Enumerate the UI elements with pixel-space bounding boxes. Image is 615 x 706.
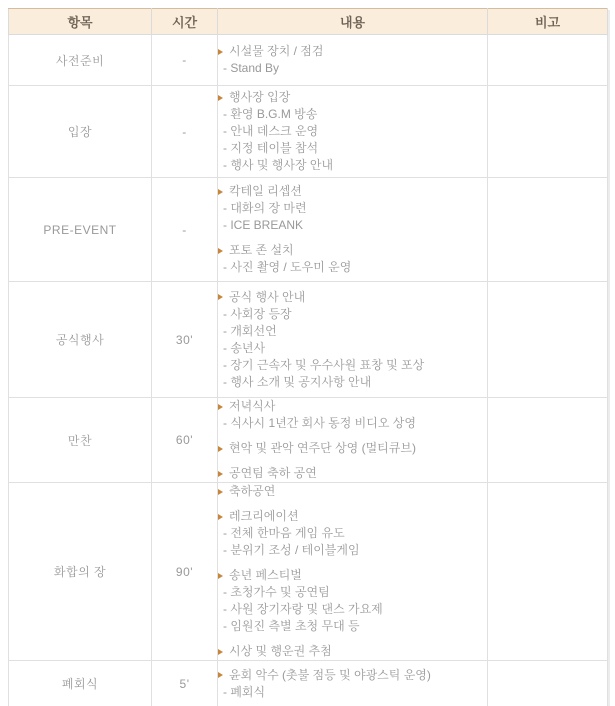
content-cell (218, 282, 488, 398)
content-sub-line: - Stand By (223, 61, 280, 75)
arrow-bullet-icon (218, 189, 223, 195)
arrow-bullet-icon (218, 573, 223, 579)
content-head-text: 송년 페스티벌 (229, 568, 302, 582)
content-head-line (218, 43, 487, 60)
table-row (9, 661, 608, 706)
content-sub-line: - 폐회식 (223, 684, 266, 699)
column-header-item: 항목 (9, 9, 152, 35)
time-cell: - (152, 35, 218, 86)
header-row (9, 9, 608, 35)
content-group (218, 567, 487, 635)
note-cell (488, 35, 608, 86)
content-head-text: 레크리에이션 (229, 509, 299, 523)
arrow-bullet-icon (218, 49, 223, 55)
note-cell (488, 86, 608, 178)
arrow-bullet-icon (218, 672, 223, 678)
time-cell: 90' (152, 483, 218, 661)
content-sub-line: - 사진 촬영 / 도우미 운영 (223, 260, 352, 274)
item-cell: 화합의 장 (9, 483, 152, 661)
table-row (9, 282, 608, 398)
content-sub-line: - 송년사 (223, 340, 266, 355)
note-cell (488, 661, 608, 706)
time-cell: - (152, 178, 218, 282)
table-row (9, 86, 608, 178)
time-cell: 5' (152, 661, 218, 706)
content-group (218, 398, 487, 432)
content-group (218, 508, 487, 559)
content-sub-line: - 분위기 조성 / 테이블게임 (223, 543, 360, 557)
content-sub-line: - 장기 근속자 및 우수사원 표창 및 포상 (223, 357, 425, 372)
content-head-text: 시상 및 행운권 추첨 (229, 644, 332, 658)
content-sub-line: - 대화의 장 마련 (223, 201, 307, 215)
note-cell (488, 483, 608, 661)
note-cell (488, 178, 608, 282)
content-head-text: 공연팀 축하 공연 (229, 466, 317, 480)
table-row (9, 398, 608, 483)
content-head-line (218, 242, 487, 259)
content-cell (218, 483, 488, 661)
arrow-bullet-icon (218, 95, 223, 101)
time-cell: - (152, 86, 218, 178)
content-sub-line: - 개회선언 (223, 323, 277, 338)
content-head-text: 시설물 장치 / 점검 (229, 44, 324, 58)
content-sub-line: - 환영 B.G.M 방송 (223, 107, 318, 121)
content-cell (218, 178, 488, 282)
content-head-line (218, 289, 487, 306)
content-sub-line: - 지정 테이블 참석 (223, 141, 319, 155)
table-row (9, 483, 608, 661)
item-cell: 입장 (9, 86, 152, 178)
table-row (9, 35, 608, 86)
item-cell: 만찬 (9, 398, 152, 483)
content-head-text: 축하공연 (229, 484, 276, 498)
content-head-line (218, 567, 487, 584)
arrow-bullet-icon (218, 471, 223, 477)
content-head-line (218, 667, 487, 684)
content-head-text: 윤회 악수 (촛불 점등 및 야광스틱 운영) (229, 667, 431, 682)
content-head-text: 공식 행사 안내 (229, 289, 306, 304)
time-cell: 30' (152, 282, 218, 398)
arrow-bullet-icon (218, 649, 223, 655)
column-header-content: 내용 (218, 9, 488, 35)
table-body (9, 35, 608, 706)
content-head-text: 행사장 입장 (229, 90, 291, 104)
content-head-text: 저녁식사 (229, 399, 276, 413)
content-group (218, 667, 487, 701)
event-schedule-table (8, 8, 608, 706)
content-sub-line: - ICE BREANK (223, 218, 304, 232)
content-head-line (218, 398, 487, 415)
item-cell: 폐회식 (9, 661, 152, 706)
arrow-bullet-icon (218, 446, 223, 452)
content-group (218, 465, 487, 482)
item-cell: 공식행사 (9, 282, 152, 398)
content-head-line (218, 183, 487, 200)
content-head-text: 칵테일 리셉션 (229, 184, 302, 198)
content-sub-line: - 사회장 등장 (223, 306, 292, 321)
item-cell: PRE-EVENT (9, 178, 152, 282)
content-group (218, 440, 487, 457)
content-group (218, 89, 487, 174)
content-sub-line: - 식사시 1년간 회사 동정 비디오 상영 (223, 416, 416, 430)
content-cell (218, 398, 488, 483)
content-group (218, 483, 487, 500)
content-head-line (218, 483, 487, 500)
content-group (218, 242, 487, 276)
content-group (218, 43, 487, 77)
time-cell: 60' (152, 398, 218, 483)
content-head-line (218, 89, 487, 106)
content-head-line (218, 508, 487, 525)
content-head-text: 포토 존 설치 (229, 243, 294, 257)
arrow-bullet-icon (218, 248, 223, 254)
item-cell: 사전준비 (9, 35, 152, 86)
content-head-line (218, 440, 487, 457)
column-header-time: 시간 (152, 9, 218, 35)
content-sub-line: - 행사 소개 및 공지사항 안내 (223, 374, 372, 389)
arrow-bullet-icon (218, 514, 223, 520)
content-sub-line: - 사원 장기자랑 및 댄스 가요제 (223, 602, 383, 616)
note-cell (488, 282, 608, 398)
content-sub-line: - 임원진 측별 초청 무대 등 (223, 619, 360, 633)
arrow-bullet-icon (218, 404, 223, 410)
content-head-line (218, 465, 487, 482)
content-cell (218, 661, 488, 706)
arrow-bullet-icon (218, 489, 223, 495)
content-sub-line: - 초청가수 및 공연팀 (223, 585, 330, 599)
content-group (218, 289, 487, 391)
table-row (9, 178, 608, 282)
arrow-bullet-icon (218, 294, 223, 300)
content-sub-line: - 전체 한마음 게임 유도 (223, 526, 345, 540)
content-head-text: 현악 및 관악 연주단 상영 (멀티큐브) (229, 441, 416, 455)
content-cell (218, 86, 488, 178)
column-header-note: 비고 (488, 9, 608, 35)
content-cell (218, 35, 488, 86)
content-sub-line: - 행사 및 행사장 안내 (223, 158, 334, 172)
content-head-line (218, 643, 487, 660)
content-group (218, 643, 487, 660)
content-sub-line: - 안내 데스크 운영 (223, 124, 319, 138)
content-group (218, 183, 487, 234)
note-cell (488, 398, 608, 483)
